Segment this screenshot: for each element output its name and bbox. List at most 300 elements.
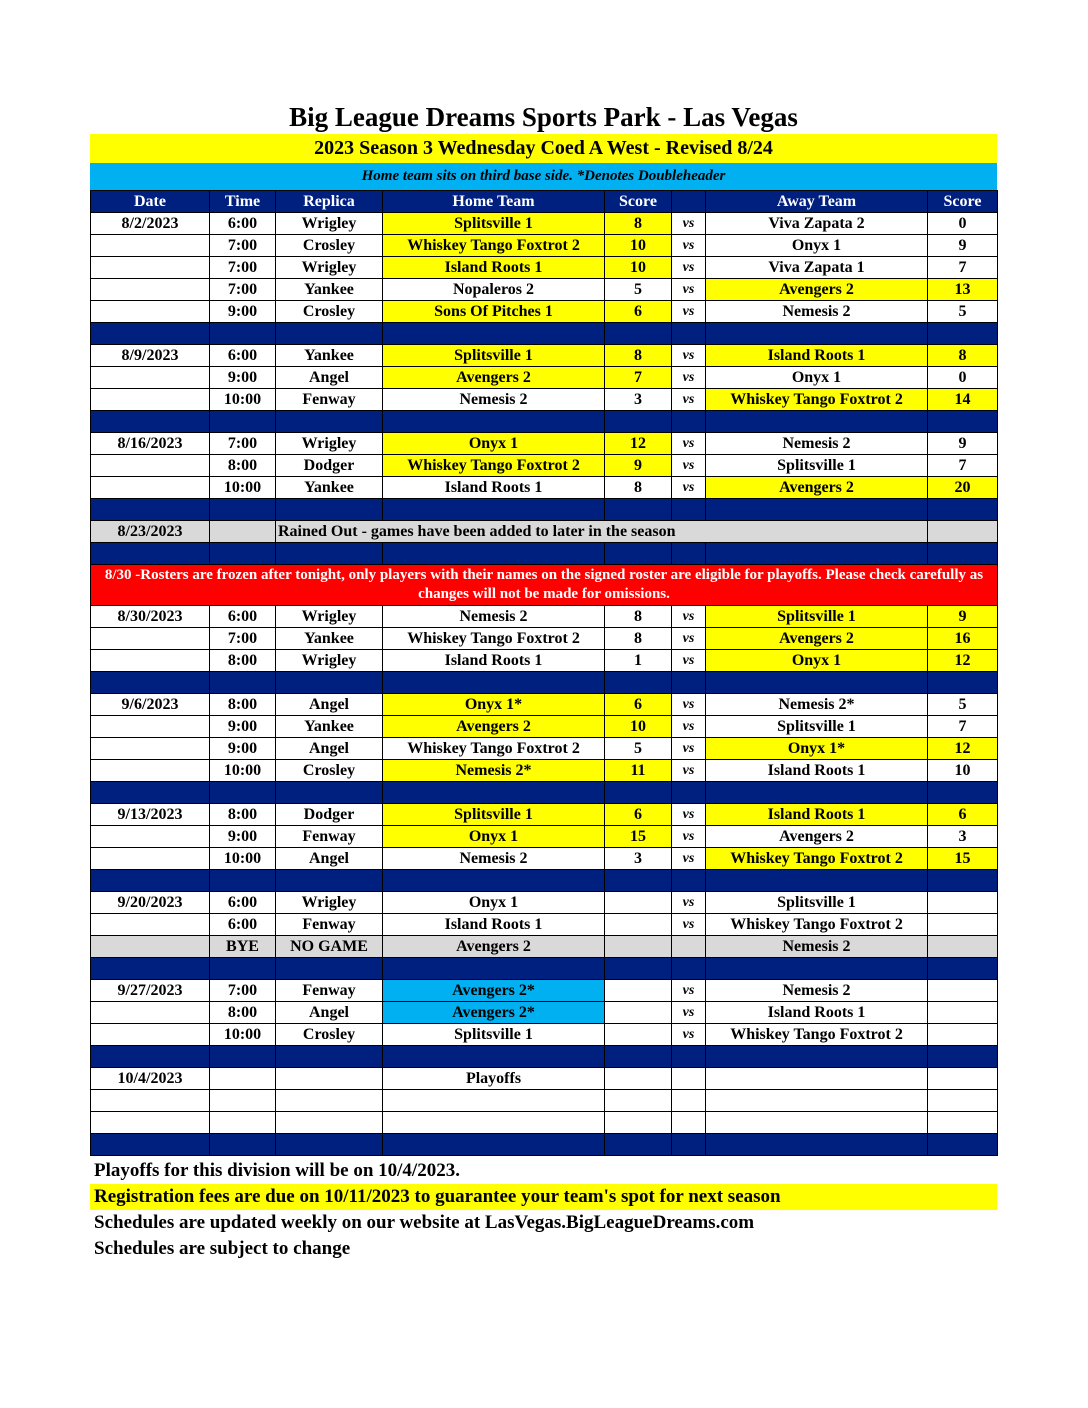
separator-cell (276, 672, 383, 694)
separator-cell (928, 782, 998, 804)
separator-cell (210, 870, 276, 892)
away-team-cell: Onyx 1 (706, 235, 928, 257)
vs-cell: vs (672, 628, 706, 650)
game-row (91, 389, 998, 411)
separator-cell (276, 1046, 383, 1068)
vs-cell: vs (672, 389, 706, 411)
home-team-cell: Nopaleros 2 (383, 279, 605, 301)
away-score-cell: 7 (928, 455, 998, 477)
away-score-cell: 13 (928, 279, 998, 301)
time-cell: 10:00 (210, 848, 276, 870)
game-row (91, 279, 998, 301)
game-row (91, 760, 998, 782)
vs-cell (672, 1068, 706, 1090)
home-team-note: Home team sits on third base side. *Denotes Doubleheader (90, 163, 997, 190)
date-cell (91, 257, 210, 279)
home-score-cell: 7 (605, 367, 672, 389)
date-cell (91, 914, 210, 936)
date-cell (91, 477, 210, 499)
away-score-cell: 9 (928, 433, 998, 455)
game-row (91, 606, 998, 628)
separator-cell (672, 543, 706, 565)
vs-cell: vs (672, 477, 706, 499)
home-team-cell: Playoffs (383, 1068, 605, 1090)
home-score-cell: 8 (605, 345, 672, 367)
separator-row (91, 323, 998, 345)
field-cell: Wrigley (276, 650, 383, 672)
separator-cell (706, 1046, 928, 1068)
home-score-cell: 5 (605, 738, 672, 760)
game-row (91, 914, 998, 936)
home-score-cell: 6 (605, 694, 672, 716)
separator-cell (91, 499, 210, 521)
separator-cell (672, 499, 706, 521)
time-cell: BYE (210, 936, 276, 958)
home-team-cell: Avengers 2* (383, 980, 605, 1002)
field-cell: Angel (276, 738, 383, 760)
separator-cell (276, 411, 383, 433)
home-score-cell: 10 (605, 257, 672, 279)
away-team-cell: Onyx 1* (706, 738, 928, 760)
home-team-cell: Nemesis 2 (383, 389, 605, 411)
vs-cell: vs (672, 848, 706, 870)
separator-cell (672, 411, 706, 433)
rainout-text: Rained Out - games have been added to later in the season (276, 521, 928, 543)
away-score-cell (928, 914, 998, 936)
separator-cell (706, 499, 928, 521)
away-team-cell: Nemesis 2 (706, 936, 928, 958)
home-team-cell: Whiskey Tango Foxtrot 2 (383, 455, 605, 477)
field-cell: Angel (276, 367, 383, 389)
footer-playoffs-note: Playoffs for this division will be on 10/4/2023. (94, 1160, 460, 1181)
home-score-cell (605, 1068, 672, 1090)
field-cell: Fenway (276, 980, 383, 1002)
separator-cell (276, 543, 383, 565)
separator-cell (276, 958, 383, 980)
separator-cell (928, 672, 998, 694)
away-team-cell: Island Roots 1 (706, 804, 928, 826)
home-score-cell (605, 1090, 672, 1112)
home-score-cell: 8 (605, 477, 672, 499)
home-score-cell: 1 (605, 650, 672, 672)
separator-cell (276, 499, 383, 521)
time-cell: 10:00 (210, 760, 276, 782)
home-score-cell: 8 (605, 606, 672, 628)
home-team-cell: Whiskey Tango Foxtrot 2 (383, 738, 605, 760)
game-row (91, 301, 998, 323)
date-cell: 8/2/2023 (91, 213, 210, 235)
away-team-cell: Viva Zapata 1 (706, 257, 928, 279)
home-score-cell (605, 892, 672, 914)
away-team-cell: Island Roots 1 (706, 345, 928, 367)
date-cell: 8/30/2023 (91, 606, 210, 628)
separator-cell (672, 1046, 706, 1068)
separator-cell (91, 1134, 210, 1156)
separator-cell (928, 870, 998, 892)
away-score-cell: 16 (928, 628, 998, 650)
date-cell (91, 455, 210, 477)
date-cell (91, 628, 210, 650)
vs-cell: vs (672, 980, 706, 1002)
home-team-cell: Whiskey Tango Foxtrot 2 (383, 628, 605, 650)
home-score-cell (605, 980, 672, 1002)
time-cell: 9:00 (210, 738, 276, 760)
game-row (91, 628, 998, 650)
separator-cell (383, 543, 605, 565)
separator-cell (605, 499, 672, 521)
home-team-cell: Avengers 2 (383, 716, 605, 738)
away-score-cell: 20 (928, 477, 998, 499)
away-team-cell: Onyx 1 (706, 650, 928, 672)
vs-cell: vs (672, 1024, 706, 1046)
away-team-cell: Splitsville 1 (706, 716, 928, 738)
field-cell: Fenway (276, 914, 383, 936)
away-team-cell: Avengers 2 (706, 279, 928, 301)
time-cell: 7:00 (210, 980, 276, 1002)
away-score-cell (928, 936, 998, 958)
field-cell: Angel (276, 1002, 383, 1024)
separator-cell (672, 870, 706, 892)
away-score-cell: 15 (928, 848, 998, 870)
away-team-cell: Avengers 2 (706, 628, 928, 650)
field-cell: Crosley (276, 301, 383, 323)
vs-cell: vs (672, 433, 706, 455)
separator-cell (210, 672, 276, 694)
separator-cell (706, 323, 928, 345)
home-score-cell: 10 (605, 235, 672, 257)
date-cell (91, 279, 210, 301)
time-cell: 8:00 (210, 804, 276, 826)
season-subtitle: 2023 Season 3 Wednesday Coed A West - Revised 8/24 (90, 134, 997, 163)
separator-cell (672, 323, 706, 345)
vs-cell: vs (672, 1002, 706, 1024)
home-team-cell: Island Roots 1 (383, 477, 605, 499)
separator-cell (383, 411, 605, 433)
home-score-cell (605, 914, 672, 936)
separator-cell (91, 1046, 210, 1068)
separator-row (91, 870, 998, 892)
home-team-cell: Nemesis 2 (383, 606, 605, 628)
home-team-cell: Onyx 1 (383, 826, 605, 848)
time-cell: 7:00 (210, 433, 276, 455)
time-cell: 8:00 (210, 1002, 276, 1024)
date-cell (91, 1002, 210, 1024)
separator-cell (383, 782, 605, 804)
vs-cell: vs (672, 213, 706, 235)
away-team-cell: Splitsville 1 (706, 455, 928, 477)
separator-cell (928, 499, 998, 521)
away-team-cell: Onyx 1 (706, 367, 928, 389)
away-team-cell (706, 1112, 928, 1134)
vs-cell: vs (672, 235, 706, 257)
separator-cell (91, 672, 210, 694)
home-team-cell: Splitsville 1 (383, 213, 605, 235)
away-score-cell (928, 1024, 998, 1046)
away-score-cell: 9 (928, 606, 998, 628)
game-row (91, 980, 998, 1002)
vs-cell: vs (672, 279, 706, 301)
home-team-cell: Whiskey Tango Foxtrot 2 (383, 235, 605, 257)
separator-cell (672, 782, 706, 804)
separator-cell (383, 672, 605, 694)
game-row (91, 694, 998, 716)
vs-cell: vs (672, 606, 706, 628)
game-row (91, 1090, 998, 1112)
field-cell: NO GAME (276, 936, 383, 958)
vs-cell (672, 1090, 706, 1112)
field-cell: Yankee (276, 279, 383, 301)
vs-cell: vs (672, 301, 706, 323)
vs-cell (672, 1112, 706, 1134)
time-cell: 6:00 (210, 892, 276, 914)
separator-cell (210, 958, 276, 980)
game-row (91, 257, 998, 279)
home-team-cell: Avengers 2 (383, 936, 605, 958)
away-team-cell: Nemesis 2 (706, 301, 928, 323)
home-score-cell: 8 (605, 628, 672, 650)
home-team-cell: Splitsville 1 (383, 345, 605, 367)
home-score-cell: 10 (605, 716, 672, 738)
separator-cell (210, 411, 276, 433)
vs-cell: vs (672, 716, 706, 738)
vs-cell: vs (672, 650, 706, 672)
separator-cell (605, 1134, 672, 1156)
away-score-cell: 12 (928, 738, 998, 760)
time-cell: 6:00 (210, 606, 276, 628)
footer-registration-note: Registration fees are due on 10/11/2023 to guarantee your team's spot for next season (90, 1184, 997, 1210)
separator-cell (706, 1134, 928, 1156)
date-cell: 9/27/2023 (91, 980, 210, 1002)
game-row (91, 804, 998, 826)
col-header-date: Date (91, 191, 210, 213)
away-score-cell (928, 1002, 998, 1024)
away-team-cell (706, 1068, 928, 1090)
separator-cell (276, 870, 383, 892)
time-cell: 8:00 (210, 650, 276, 672)
field-cell: Crosley (276, 235, 383, 257)
time-cell: 9:00 (210, 716, 276, 738)
field-cell: Angel (276, 694, 383, 716)
date-cell: 8/23/2023 (91, 521, 210, 543)
home-score-cell: 6 (605, 301, 672, 323)
bye-row (91, 936, 998, 958)
date-cell (91, 848, 210, 870)
time-cell (210, 521, 276, 543)
field-cell: Yankee (276, 477, 383, 499)
away-score-cell: 10 (928, 760, 998, 782)
away-team-cell: Whiskey Tango Foxtrot 2 (706, 389, 928, 411)
time-cell (210, 1068, 276, 1090)
time-cell: 10:00 (210, 1024, 276, 1046)
separator-cell (605, 782, 672, 804)
separator-cell (210, 499, 276, 521)
separator-cell (210, 1046, 276, 1068)
home-score-cell (605, 1024, 672, 1046)
home-team-cell: Nemesis 2* (383, 760, 605, 782)
date-cell: 9/20/2023 (91, 892, 210, 914)
date-cell (91, 716, 210, 738)
separator-cell (91, 323, 210, 345)
separator-cell (210, 543, 276, 565)
vs-cell: vs (672, 257, 706, 279)
home-team-cell: Onyx 1* (383, 694, 605, 716)
separator-cell (210, 1134, 276, 1156)
field-cell: Yankee (276, 628, 383, 650)
away-team-cell: Avengers 2 (706, 826, 928, 848)
date-cell (91, 301, 210, 323)
away-team-cell: Whiskey Tango Foxtrot 2 (706, 848, 928, 870)
home-team-cell: Sons Of Pitches 1 (383, 301, 605, 323)
home-score-cell (605, 1112, 672, 1134)
separator-cell (706, 672, 928, 694)
separator-row (91, 1134, 998, 1156)
field-cell: Wrigley (276, 213, 383, 235)
time-cell: 8:00 (210, 694, 276, 716)
away-team-cell: Viva Zapata 2 (706, 213, 928, 235)
field-cell: Yankee (276, 716, 383, 738)
field-cell (276, 1068, 383, 1090)
separator-cell (383, 499, 605, 521)
away-score-cell: 5 (928, 694, 998, 716)
separator-cell (383, 323, 605, 345)
col-header-away-team: Away Team (706, 191, 928, 213)
separator-cell (672, 1134, 706, 1156)
field-cell: Yankee (276, 345, 383, 367)
date-cell (91, 389, 210, 411)
roster-alert-row (91, 565, 998, 606)
separator-cell (383, 1134, 605, 1156)
vs-cell: vs (672, 694, 706, 716)
field-cell (276, 1090, 383, 1112)
away-team-cell: Island Roots 1 (706, 760, 928, 782)
game-row (91, 892, 998, 914)
home-score-cell: 3 (605, 389, 672, 411)
col-header-time: Time (210, 191, 276, 213)
field-cell: Fenway (276, 389, 383, 411)
home-score-cell: 8 (605, 213, 672, 235)
header-row (91, 191, 998, 213)
away-score-cell: 14 (928, 389, 998, 411)
away-score-cell: 8 (928, 345, 998, 367)
away-team-cell: Whiskey Tango Foxtrot 2 (706, 1024, 928, 1046)
separator-cell (383, 958, 605, 980)
home-team-cell: Avengers 2* (383, 1002, 605, 1024)
away-team-cell: Nemesis 2* (706, 694, 928, 716)
date-cell (91, 936, 210, 958)
game-row (91, 213, 998, 235)
away-team-cell: Avengers 2 (706, 477, 928, 499)
date-cell (91, 1090, 210, 1112)
time-cell: 7:00 (210, 235, 276, 257)
date-cell: 8/16/2023 (91, 433, 210, 455)
separator-cell (605, 870, 672, 892)
vs-cell: vs (672, 345, 706, 367)
home-score-cell: 11 (605, 760, 672, 782)
field-cell (276, 1112, 383, 1134)
game-row (91, 848, 998, 870)
col-header-away-score: Score (928, 191, 998, 213)
home-score-cell: 12 (605, 433, 672, 455)
field-cell: Dodger (276, 804, 383, 826)
vs-cell: vs (672, 760, 706, 782)
time-cell: 8:00 (210, 455, 276, 477)
roster-alert-text: 8/30 -Rosters are frozen after tonight, only players with their names on the signed roster are eligible for playoffs. Please check carefully as changes will not be made for omissions. (91, 565, 998, 606)
away-score-cell: 12 (928, 650, 998, 672)
separator-row (91, 411, 998, 433)
field-cell: Wrigley (276, 606, 383, 628)
date-cell (91, 760, 210, 782)
away-team-cell: Splitsville 1 (706, 892, 928, 914)
separator-cell (383, 1046, 605, 1068)
col-header-home-score: Score (605, 191, 672, 213)
away-score-cell (928, 1068, 998, 1090)
schedule-sheet (90, 98, 997, 1262)
time-cell: 9:00 (210, 367, 276, 389)
home-team-cell: Island Roots 1 (383, 914, 605, 936)
home-score-cell: 6 (605, 804, 672, 826)
home-score-cell: 15 (605, 826, 672, 848)
date-cell (91, 235, 210, 257)
away-score-cell (928, 980, 998, 1002)
time-cell: 6:00 (210, 213, 276, 235)
game-row (91, 1112, 998, 1134)
separator-cell (605, 543, 672, 565)
separator-cell (210, 323, 276, 345)
separator-row (91, 499, 998, 521)
game-row (91, 367, 998, 389)
game-row (91, 650, 998, 672)
date-cell (91, 1024, 210, 1046)
home-team-cell (383, 1112, 605, 1134)
away-score-cell: 9 (928, 235, 998, 257)
time-cell: 10:00 (210, 477, 276, 499)
vs-cell: vs (672, 826, 706, 848)
away-team-cell: Island Roots 1 (706, 1002, 928, 1024)
away-score-cell (928, 521, 998, 543)
game-row (91, 826, 998, 848)
home-team-cell: Onyx 1 (383, 433, 605, 455)
field-cell: Dodger (276, 455, 383, 477)
separator-cell (276, 1134, 383, 1156)
away-team-cell: Whiskey Tango Foxtrot 2 (706, 914, 928, 936)
vs-cell: vs (672, 455, 706, 477)
field-cell: Crosley (276, 1024, 383, 1046)
game-row (91, 455, 998, 477)
time-cell: 7:00 (210, 257, 276, 279)
away-team-cell: Splitsville 1 (706, 606, 928, 628)
separator-cell (928, 1046, 998, 1068)
separator-cell (605, 958, 672, 980)
separator-cell (706, 782, 928, 804)
separator-cell (706, 870, 928, 892)
game-row (91, 1024, 998, 1046)
home-team-cell: Nemesis 2 (383, 848, 605, 870)
separator-row (91, 1046, 998, 1068)
vs-cell: vs (672, 804, 706, 826)
date-cell: 9/6/2023 (91, 694, 210, 716)
separator-cell (276, 323, 383, 345)
separator-cell (928, 1134, 998, 1156)
game-row (91, 738, 998, 760)
time-cell: 7:00 (210, 279, 276, 301)
separator-cell (210, 782, 276, 804)
away-team-cell: Nemesis 2 (706, 433, 928, 455)
separator-cell (383, 870, 605, 892)
home-team-cell: Island Roots 1 (383, 650, 605, 672)
col-header-home-team: Home Team (383, 191, 605, 213)
separator-cell (605, 1046, 672, 1068)
game-row (91, 1068, 998, 1090)
